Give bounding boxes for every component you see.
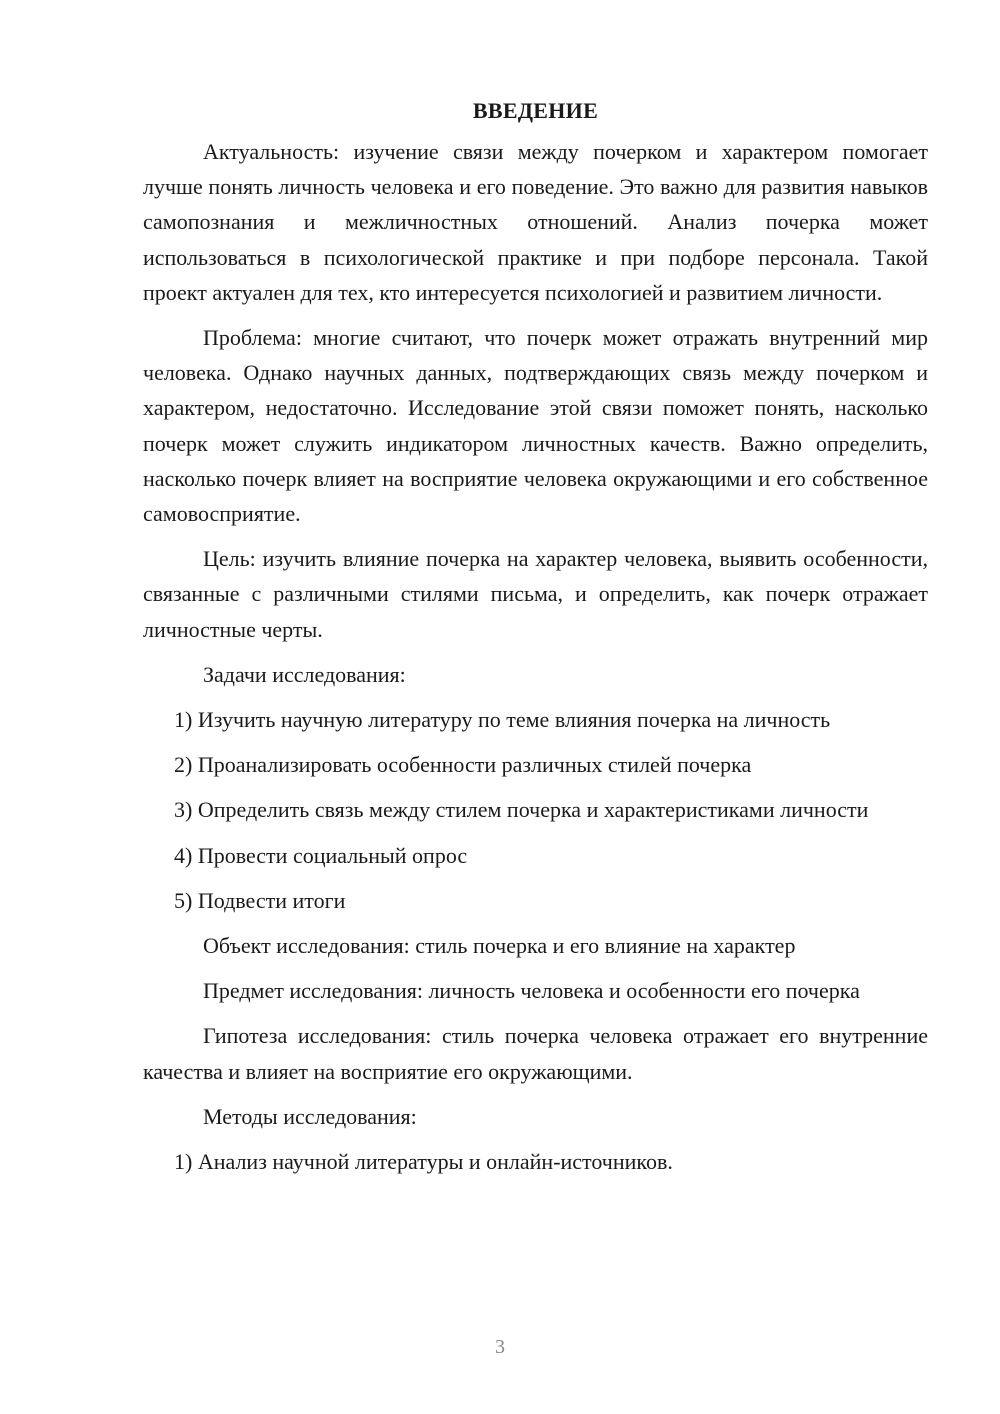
task-item-1: 1) Изучить научную литературу по теме влияния почерка на личность (174, 707, 831, 733)
page-number: 3 (495, 1336, 505, 1358)
research-object: Объект исследования: стиль почерка и его влияние на характер (203, 933, 796, 959)
relevance-paragraph: Актуальность: изучение связи между почерком и характером помогает лучше понять личность человека и его поведение. Это важно для развития навыков самопознания и межличностных отношений. Анализ почерка может использоваться в психологической практике и при подборе персонала. Такой проект актуален для тех, кто интересуется психологией и развитием личности. (143, 139, 928, 305)
tasks-heading: Задачи исследования: (203, 661, 406, 687)
methods-heading: Методы исследования: (203, 1103, 417, 1129)
method-item-1: 1) Анализ научной литературы и онлайн-источников. (174, 1149, 673, 1175)
task-item-5: 5) Подвести итоги (174, 887, 346, 913)
document-body (143, 93, 928, 1189)
task-item-4: 4) Провести социальный опрос (174, 842, 468, 868)
task-item-3: 3) Определить связь между стилем почерка и характеристиками личности (174, 797, 869, 823)
goal-paragraph: Цель: изучить влияние почерка на характер человека, выявить особенности, связанные с различными стилями письма, и определить, как почерк отражает личностные черты. (143, 546, 928, 642)
problem-paragraph: Проблема: многие считают, что почерк может отражать внутренний мир человека. Однако научных данных, подтверждающих связь между почерком и характером, недостаточно. Исследование этой связи поможет понять, насколько почерк может служить индикатором личностных качеств. Важно определить, насколько почерк влияет на восприятие человека окружающими и его собственное самовосприятие. (143, 325, 928, 527)
task-item-2: 2) Проанализировать особенности различных стилей почерка (174, 752, 752, 778)
document-title: ВВЕДЕНИЕ (472, 98, 599, 123)
research-hypothesis: Гипотеза исследования: стиль почерка человека отражает его внутренние качества и влияет на восприятие его окружающими. (143, 1023, 928, 1084)
research-subject: Предмет исследования: личность человека и особенности его почерка (203, 978, 860, 1004)
